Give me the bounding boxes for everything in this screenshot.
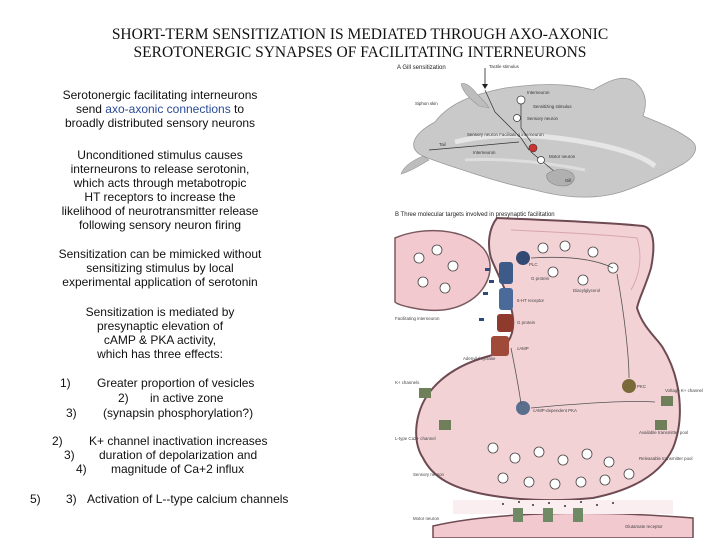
unconditioned-line-3: which acts through metabotropic: [73, 176, 247, 190]
mimic-line-2: sensitizing stimulus by local: [86, 261, 234, 275]
mimic-paragraph: [48, 247, 272, 289]
label-g-protein-1: G protein: [531, 276, 550, 281]
effect-2-line-2-number: 3): [64, 448, 75, 462]
axo-axonic-link: axo-axonic connections: [105, 102, 231, 116]
label-diacylglycerol: Diacylglycerol: [573, 288, 601, 293]
sensory-neuron-cell: [514, 115, 521, 122]
label-motor-neuron: Motor neuron: [413, 516, 440, 521]
intro-line-2: send axo-axonic connections to: [75, 102, 245, 116]
figure-a-caption: A Gill sensitization: [397, 65, 446, 71]
page-title: [40, 26, 680, 62]
effect-1-line-1: Greater proportion of vesicles: [97, 376, 255, 390]
synaptic-cleft: [453, 500, 673, 514]
mediated-line-4: which has three effects:: [97, 347, 223, 361]
facilitating-interneuron-cell: [529, 144, 537, 152]
label-camp: cAMP: [517, 346, 529, 351]
intro-line-1: Serotonergic facilitating interneurons: [62, 88, 258, 102]
adenylyl-cyclase: [491, 336, 509, 356]
label-head-interneuron: Interneuron: [473, 150, 496, 155]
label-plc: PLC: [529, 262, 538, 267]
effect-3-line-1: Activation of L--type calcium channels: [87, 492, 289, 506]
mediated-line-3: cAMP & PKA activity,: [103, 333, 217, 347]
label-facilitating-interneuron: Facilitating interneuron: [395, 316, 440, 321]
effect-1-line-3-number: 3): [66, 406, 77, 420]
intro-line-3: broadly distributed sensory neurons: [64, 116, 256, 130]
mediated-line-1: Sensitization is mediated by: [85, 305, 235, 319]
label-glutamate-receptor: Glutamate receptor: [625, 524, 663, 529]
motor-neuron-cell: [538, 157, 545, 164]
title-line-2: SEROTONERGIC SYNAPSES OF FACILITATING INTERNEURONS: [133, 44, 587, 61]
plc-molecule: [516, 251, 530, 265]
effect-3-outer-number: 5): [30, 492, 41, 506]
label-motor-neuron: Motor neuron: [549, 154, 576, 159]
g-protein-complex: [497, 314, 513, 332]
label-adenylyl-cyclase: Adenylyl cyclase: [463, 356, 496, 361]
facilitating-terminal: [395, 231, 490, 311]
label-available-pool: Available transmitter pool: [639, 430, 689, 435]
label-voltage-k: Voltage K+ channel: [665, 388, 703, 393]
interneuron-cell: [517, 96, 525, 104]
label-facilitating: Sensory neuron Facilitating interneuron: [467, 132, 544, 137]
effect-2-number: 2): [52, 434, 63, 448]
label-tail: Tail: [439, 142, 446, 147]
label-interneuron: Interneuron: [527, 90, 550, 95]
effect-2-line-2: duration of depolarization and: [99, 448, 258, 462]
figure-a-gill-sensitization: [395, 62, 715, 204]
label-ca-channel: L-type Ca2+ channel: [395, 436, 436, 441]
mimic-line-1: Sensitization can be mimicked without: [58, 247, 262, 261]
unconditioned-line-2: interneurons to release serotonin,: [70, 162, 250, 176]
receptor-complex-1: [499, 262, 513, 284]
effect-1-line-2: in active zone: [150, 391, 224, 405]
effect-2-line-3: magnitude of Ca+2 influx: [111, 462, 245, 476]
label-g-protein-2: G protein: [517, 320, 536, 325]
label-siphon-skin: Siphon skin: [415, 101, 438, 106]
figure-b-caption: B Three molecular targets involved in presynaptic facilitation: [395, 212, 555, 218]
label-receptor: 5-HT receptor: [517, 298, 545, 303]
figure-b-molecular-targets: [393, 208, 715, 538]
label-sensory-neuron: Sensory neuron: [413, 472, 444, 477]
tactile-arrow-head: [482, 84, 488, 89]
effect-1-number: 1): [60, 376, 71, 390]
unconditioned-line-1: Unconditioned stimulus causes: [77, 148, 243, 162]
effect-2-line-3-number: 4): [76, 462, 87, 476]
label-pkc: PKC: [637, 384, 647, 389]
unconditioned-line-6: following sensory neuron firing: [78, 218, 242, 232]
pka-molecule: [516, 401, 530, 415]
label-pka: cAMP-dependent PKA: [533, 408, 577, 413]
effect-1-line-3: (synapsin phosphorylation?): [103, 406, 254, 420]
label-gill: Gill: [565, 178, 572, 183]
effect-2-line-1: K+ channel inactivation increases: [89, 434, 268, 448]
pkc-molecule: [622, 379, 636, 393]
mediated-line-2: presynaptic elevation of: [96, 319, 224, 333]
mimic-line-3: experimental application of serotonin: [62, 275, 258, 289]
label-sensory-neuron: Sensory neuron: [527, 116, 558, 121]
unconditioned-line-4: HT receptors to increase the: [84, 190, 236, 204]
mediated-paragraph: [50, 305, 270, 361]
tail-outline: [401, 156, 429, 174]
effect-3-number: 3): [66, 492, 77, 506]
label-tactile: Tactile stimulus: [489, 64, 519, 69]
title-line-1: SHORT-TERM SENSITIZATION IS MEDIATED THROUGH AXO-AXONIC: [111, 26, 609, 43]
receptor-complex-2: [499, 288, 513, 310]
label-sensitizing: Sensitizing stimulus: [533, 104, 572, 109]
label-k-channel: K+ channels: [395, 380, 420, 385]
effect-1-line-2-number: 2): [118, 391, 129, 405]
unconditioned-line-5: likelihood of neurotransmitter release: [61, 204, 259, 218]
label-releasable-pool: Releasable transmitter pool: [639, 456, 693, 461]
intro-paragraph: [50, 88, 270, 130]
unconditioned-paragraph: [50, 148, 270, 232]
